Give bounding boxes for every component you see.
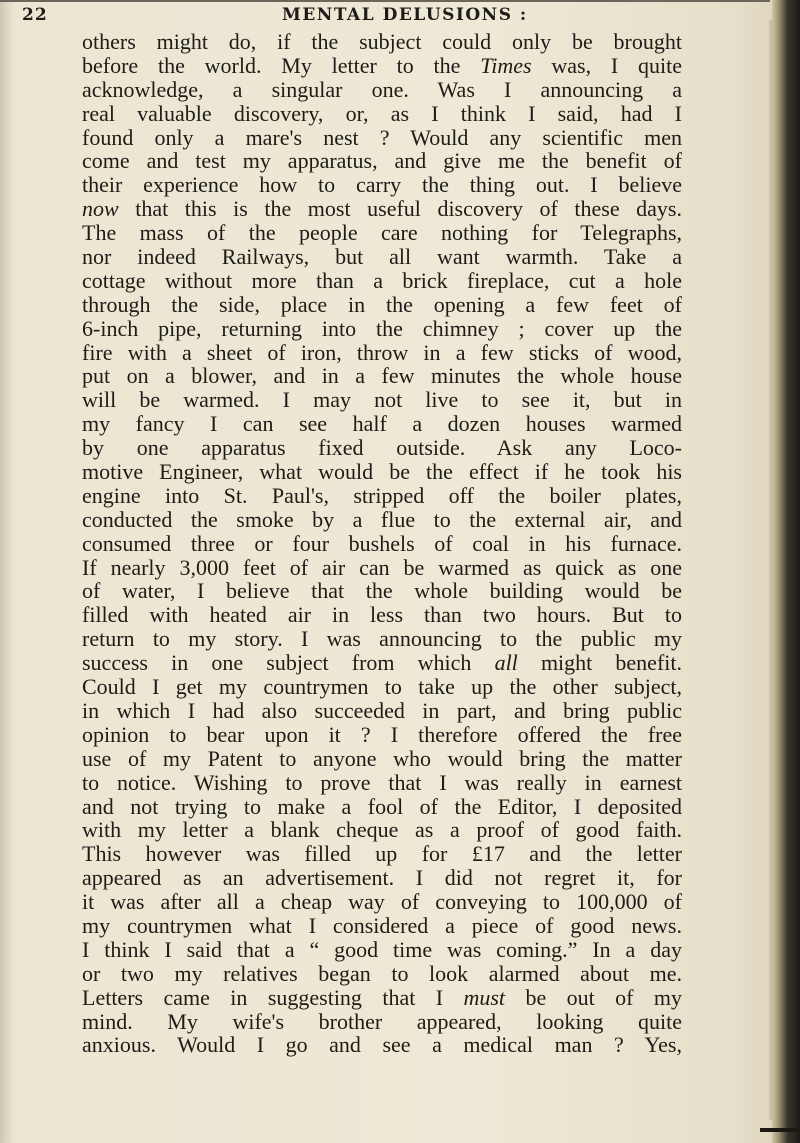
text-line: in which I had also succeeded in part, and bring public xyxy=(82,697,682,723)
text-line: before the world. My letter to the Times was, I quite xyxy=(82,52,682,78)
text-line: opinion to bear upon it ? I therefore offered the free xyxy=(82,721,682,747)
text-line: or two my relatives began to look alarmed about me. xyxy=(82,960,682,986)
text-line: filled with heated air in less than two hours. But to xyxy=(82,602,682,628)
text-line: I think I said that a “ good time was coming.” In a day xyxy=(82,936,682,962)
text-line: my fancy I can see half a dozen houses warmed xyxy=(82,411,682,437)
bottom-edge-mark xyxy=(760,1128,800,1132)
text-line: real valuable discovery, or, as I think I said, had I xyxy=(82,100,682,126)
text-line: to notice. Wishing to prove that I was really in earnest xyxy=(82,769,682,795)
page-number: 22 xyxy=(22,5,48,25)
text-line: it was after all a cheap way of conveying to 100,000 of xyxy=(82,889,682,915)
running-head: MENTAL DELUSIONS : xyxy=(282,5,528,25)
text-line: Letters came in suggesting that I must be out of my xyxy=(82,984,682,1010)
text-line: fire with a sheet of iron, throw in a few sticks of wood, xyxy=(82,339,682,365)
text-line: The mass of the people care nothing for Telegraphs, xyxy=(82,220,682,246)
text-line: This however was filled up for £17 and the letter xyxy=(82,841,682,867)
text-line: and not trying to make a fool of the Editor, I deposited xyxy=(82,793,682,819)
text-line: mind. My wife's brother appeared, looking quite xyxy=(82,1008,682,1034)
text-line: use of my Patent to anyone who would bring the matter xyxy=(82,745,682,771)
text-line: others might do, if the subject could only be brought xyxy=(82,29,682,54)
text-line: 6-inch pipe, returning into the chimney ; cover up the xyxy=(82,315,682,341)
text-line: acknowledge, a singular one. Was I announcing a xyxy=(82,76,682,102)
text-line: nor indeed Railways, but all want warmth. Take a xyxy=(82,244,682,270)
text-line: If nearly 3,000 feet of air can be warmed as quick as one xyxy=(82,554,682,580)
text-line: through the side, place in the opening a few feet of xyxy=(82,291,682,317)
text-line: now that this is the most useful discovery of these days. xyxy=(82,196,682,222)
text-line: cottage without more than a brick fireplace, cut a hole xyxy=(82,267,682,293)
text-line: their experience how to carry the thing out. I believe xyxy=(82,172,682,198)
text-line: by one apparatus fixed outside. Ask any Loco- xyxy=(82,435,682,461)
body-text xyxy=(82,30,682,1057)
text-line: my countrymen what I considered a piece of good news. xyxy=(82,912,682,938)
text-line: of water, I believe that the whole building would be xyxy=(82,578,682,604)
page-header xyxy=(20,3,760,27)
text-line: consumed three or four bushels of coal in his furnace. xyxy=(82,530,682,556)
text-line: motive Engineer, what would be the effect if he took his xyxy=(82,459,682,485)
text-line: success in one subject from which all might benefit. xyxy=(82,650,682,676)
text-line: return to my story. I was announcing to the public my xyxy=(82,626,682,652)
text-line: Could I get my countrymen to take up the other subject, xyxy=(82,674,682,700)
text-line: will be warmed. I may not live to see it, but in xyxy=(82,387,682,413)
text-line: found only a mare's nest ? Would any scientific men xyxy=(82,124,682,150)
text-line: put on a blower, and in a few minutes the whole house xyxy=(82,363,682,389)
text-line: with my letter a blank cheque as a proof of good faith. xyxy=(82,817,682,843)
top-rule xyxy=(0,0,770,2)
text-line: anxious. Would I go and see a medical man ? Yes, xyxy=(82,1032,682,1058)
text-line: conducted the smoke by a flue to the external air, and xyxy=(82,506,682,532)
text-line: engine into St. Paul's, stripped off the boiler plates, xyxy=(82,482,682,508)
text-line: appeared as an advertisement. I did not regret it, for xyxy=(82,865,682,891)
text-line: come and test my apparatus, and give me the benefit of xyxy=(82,148,682,174)
page-gutter-shadow xyxy=(0,0,14,1143)
book-spine xyxy=(772,0,800,1143)
